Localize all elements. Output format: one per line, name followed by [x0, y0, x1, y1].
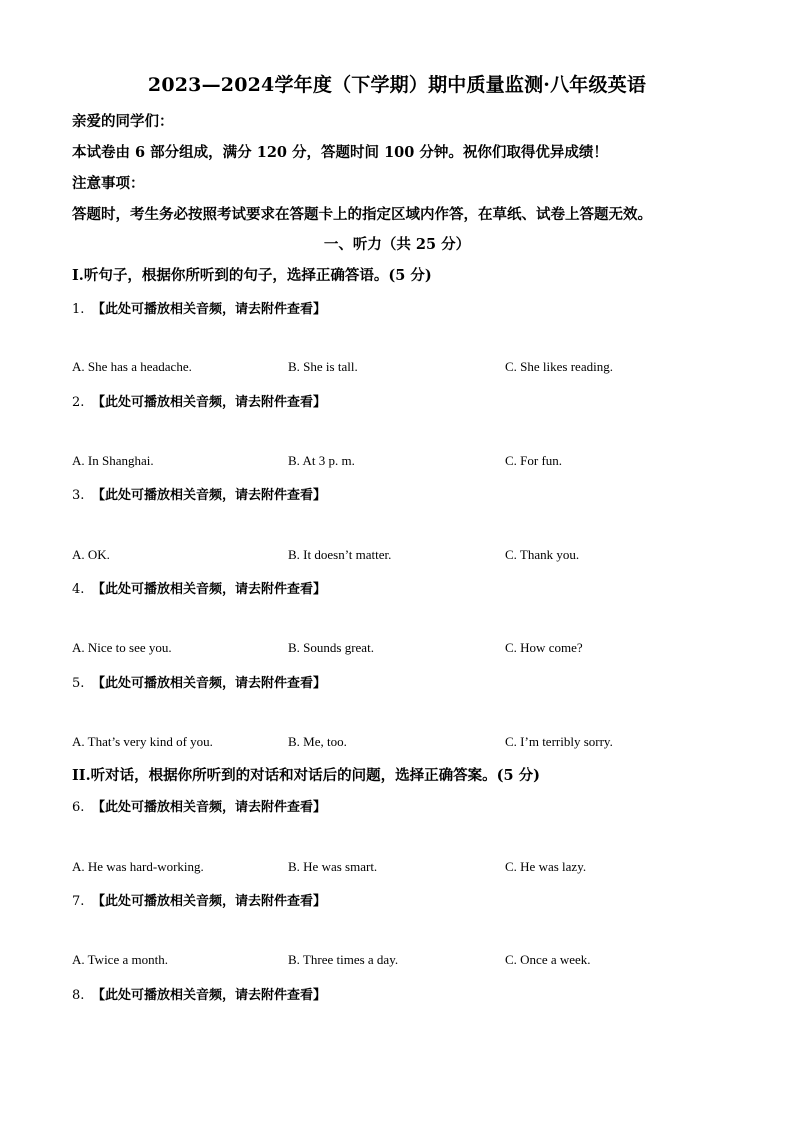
audio-prompt: 【此处可播放相关音频，请去附件查看】 [92, 676, 327, 691]
audio-prompt: 【此处可播放相关音频，请去附件查看】 [92, 988, 327, 1003]
question-number: 5. [72, 676, 85, 691]
option-c[interactable]: C. Thank you. [505, 547, 580, 562]
question-4-audio[interactable] [72, 578, 326, 597]
question-number: 4. [72, 582, 85, 597]
page-title: 2023—2024学年度（下学期）期中质量监测·八年级英语 [147, 74, 647, 96]
option-c[interactable]: C. Once a week. [505, 952, 591, 967]
audio-prompt: 【此处可播放相关音频，请去附件查看】 [92, 894, 327, 909]
option-a[interactable]: A. Twice a month. [72, 952, 168, 967]
audio-prompt: 【此处可播放相关音频，请去附件查看】 [92, 302, 327, 317]
question-number: 7. [72, 894, 85, 909]
option-a[interactable]: A. He was hard-working. [72, 859, 204, 874]
question-number: 3. [72, 488, 85, 503]
option-a[interactable]: A. That’s very kind of you. [72, 734, 213, 749]
option-a[interactable]: A. She has a headache. [72, 359, 192, 374]
audio-prompt: 【此处可播放相关音频，请去附件查看】 [92, 800, 327, 815]
option-b[interactable]: B. Sounds great. [288, 640, 374, 655]
question-6-audio[interactable] [72, 796, 326, 815]
section-title: 一、听力（共 25 分） [323, 236, 471, 253]
question-8-audio[interactable] [72, 984, 326, 1003]
part2-heading: II.听对话，根据你所听到的对话和对话后的问题，选择正确答案。(5 分) [72, 767, 540, 784]
question-1-options [72, 359, 752, 379]
option-b[interactable]: B. She is tall. [288, 359, 358, 374]
notes-text: 答题时，考生务必按照考试要求在答题卡上的指定区域内作答，在草纸、试卷上答题无效。 [72, 206, 652, 223]
question-3-audio[interactable] [72, 484, 326, 503]
option-a[interactable]: A. In Shanghai. [72, 453, 154, 468]
question-number: 8. [72, 988, 85, 1003]
option-c[interactable]: C. She likes reading. [505, 359, 613, 374]
question-6-options [72, 859, 752, 879]
intro-text: 本试卷由 6 部分组成，满分 120 分，答题时间 100 分钟。祝你们取得优异成绩！ [72, 144, 608, 161]
option-a[interactable]: A. Nice to see you. [72, 640, 172, 655]
notes-label: 注意事项： [72, 175, 145, 192]
option-b[interactable]: B. Me, too. [288, 734, 347, 749]
audio-prompt: 【此处可播放相关音频，请去附件查看】 [92, 488, 327, 503]
question-1-audio[interactable] [72, 298, 326, 317]
greeting: 亲爱的同学们： [72, 113, 174, 130]
audio-prompt: 【此处可播放相关音频，请去附件查看】 [92, 582, 327, 597]
option-b[interactable]: B. Three times a day. [288, 952, 399, 967]
option-c[interactable]: C. I’m terribly sorry. [505, 734, 613, 749]
part1-heading: I.听句子，根据你所听到的句子，选择正确答语。(5 分) [72, 267, 432, 284]
option-b[interactable]: B. At 3 p. m. [288, 453, 355, 468]
option-b[interactable]: B. He was smart. [288, 859, 378, 874]
question-7-audio[interactable] [72, 890, 326, 909]
question-7-options [72, 952, 752, 972]
question-5-options [72, 734, 752, 754]
question-number: 6. [72, 800, 85, 815]
question-2-options [72, 453, 752, 473]
option-a[interactable]: A. OK. [72, 547, 110, 562]
question-number: 2. [72, 395, 85, 410]
option-c[interactable]: C. How come? [505, 640, 583, 655]
question-5-audio[interactable] [72, 672, 326, 691]
option-b[interactable]: B. It doesn’t matter. [288, 547, 392, 562]
option-c[interactable]: C. He was lazy. [505, 859, 587, 874]
question-2-audio[interactable] [72, 391, 326, 410]
audio-prompt: 【此处可播放相关音频，请去附件查看】 [92, 395, 327, 410]
question-3-options [72, 547, 752, 567]
option-c[interactable]: C. For fun. [505, 453, 563, 468]
question-number: 1. [72, 302, 85, 317]
question-4-options [72, 640, 752, 660]
